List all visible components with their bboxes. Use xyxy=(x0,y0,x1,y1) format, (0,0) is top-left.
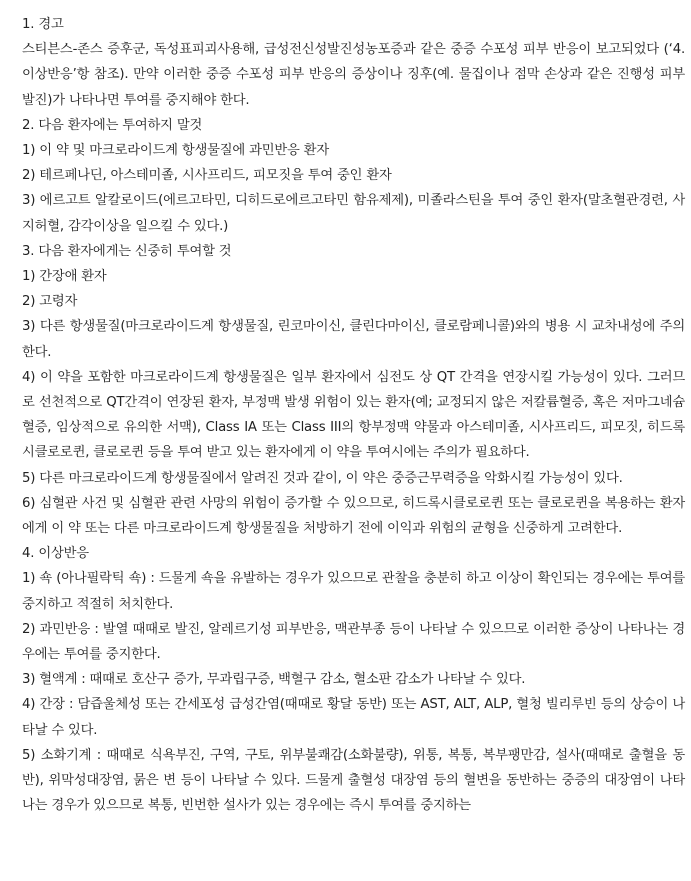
warning-text: 스티븐스-존스 증후군, 독성표피괴사용해, 급성전신성발진성농포증과 같은 중증 수포성 피부 반응이 보고되었다 (‘4. 이상반응’항 참조). 만약 이러한 중증 수포성 피부 반응의 증상이나 징후(예. 물집이나 점막 손상과 같은 진행성 피부 발진)가 나타나면 투여를 중지해야 한다. xyxy=(22,42,685,108)
precaution-item-5: 5) 다른 마크로라이드계 항생물질에서 알려진 것과 같이, 이 약은 중증근무력증을 악화시킬 가능성이 있다. xyxy=(22,470,623,486)
contraindication-item-2: 2) 테르페나딘, 아스테미졸, 시사프리드, 피모짓을 투여 중인 환자 xyxy=(22,168,392,184)
adverse-reaction-item-4: 4) 간장 : 담즙울체성 또는 간세포성 급성간염(때때로 황달 동반) 또는 AST, ALT, ALP, 혈청 빌리루빈 등의 상승이 나타날 수 있다. xyxy=(22,697,685,738)
adverse-reaction-item-1: 1) 쇽 (아나필락틱 쇽) : 드물게 쇽을 유발하는 경우가 있으므로 관찰을 충분히 하고 이상이 확인되는 경우에는 투여를 중지하고 적절히 처치한다. xyxy=(22,571,685,612)
adverse-reaction-item-5: 5) 소화기계 : 때때로 식욕부진, 구역, 구토, 위부불쾌감(소화불량), 위통, 복통, 복부팽만감, 설사(때때로 출혈을 동반), 위막성대장염, 묽은 변 등이 나타날 수 있다. 드물게 출혈성 대장염 등의 혈변을 동반하는 중증의 대장염이 나타나는 경우가 있으므로 복통, 빈번한 설사가 있는 경우에는 즉시 투여를 중지하는 xyxy=(22,747,685,814)
precaution-item-6: 6) 심혈관 사건 및 심혈관 관련 사망의 위험이 증가할 수 있으므로, 히드록시클로로퀸 또는 클로로퀸을 복용하는 환자에게 이 약 또는 다른 마크로라이드계 항생물질을 처방하기 전에 이익과 위험의 균형을 신중하게 고려한다. xyxy=(22,495,685,537)
precaution-item-3: 3) 다른 항생물질(마크로라이드계 항생물질, 린코마이신, 클린다마이신, 클로람페니콜)와의 병용 시 교차내성에 주의한다. xyxy=(22,319,685,360)
section-heading-adverse-reactions: 4. 이상반응 xyxy=(22,546,89,562)
precaution-item-4: 4) 이 약을 포함한 마크로라이드계 항생물질은 일부 환자에서 심전도 상 QT 간격을 연장시킬 가능성이 있다. 그러므로 선천적으로 QT간격이 연장된 환자, 부정맥 발생 위험이 있는 환자(예; 교정되지 않은 저칼륨혈증, 혹은 저마그네슘혈증, 임상적으로 유의한 서맥), Class IA 또는 Class III의 항부정맥 약물과 아스테미졸, 시사프리드, 피모짓, 히드록시클로로퀸, 클로로퀸 등을 투여 받고 있는 환자에게 이 약을 투여시에는 주의가 필요하다. xyxy=(22,369,685,461)
section-heading-contraindications: 2. 다음 환자에는 투여하지 말것 xyxy=(22,117,203,133)
precaution-item-1: 1) 간장애 환자 xyxy=(22,269,107,285)
section-heading-warning: 1. 경고 xyxy=(22,17,64,32)
precaution-item-2: 2) 고령자 xyxy=(22,294,78,310)
contraindication-item-1: 1) 이 약 및 마크로라이드계 항생물질에 과민반응 환자 xyxy=(22,143,329,159)
section-heading-precautions: 3. 다음 환자에게는 신중히 투여할 것 xyxy=(22,243,232,259)
adverse-reaction-item-2: 2) 과민반응 : 발열 때때로 발진, 알레르기성 피부반응, 맥관부종 등이 나타날 수 있으므로 이러한 증상이 나타나는 경우에는 투여를 중지한다. xyxy=(22,621,685,663)
contraindication-item-3: 3) 에르고트 알칼로이드(에르고타민, 디히드로에르고타민 함유제제), 미졸라스틴을 투여 중인 환자(말초혈관경련, 사지허혈, 감각이상을 일으킬 수 있다.) xyxy=(22,193,685,234)
adverse-reaction-item-3: 3) 혈액계 : 때때로 호산구 증가, 무과립구증, 백혈구 감소, 혈소판 감소가 나타날 수 있다. xyxy=(22,672,526,688)
